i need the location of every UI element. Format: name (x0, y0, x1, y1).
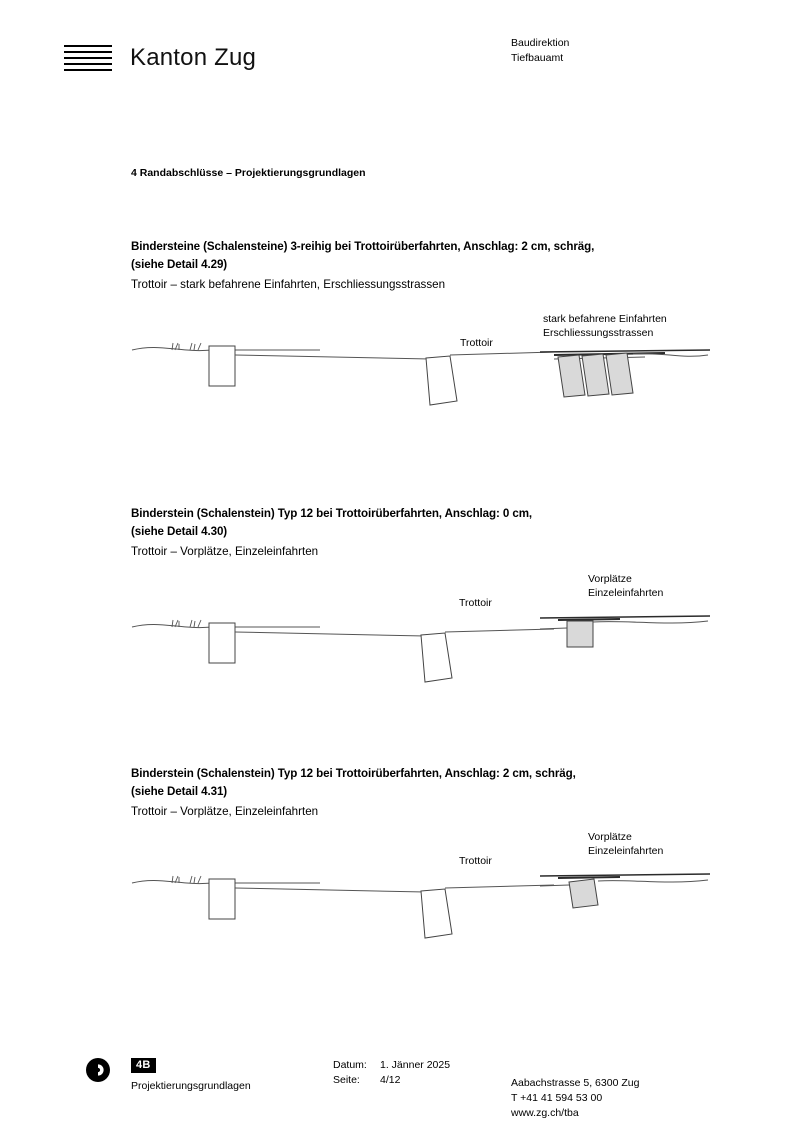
footer-contact (511, 1076, 639, 1121)
footer-badge: 4B (131, 1058, 156, 1073)
section-2-diagram (120, 600, 720, 720)
section-1-subtitle: Trottoir – stark befahrene Einfahrten, Erschliessungsstrassen (131, 278, 446, 291)
section-1-title-line-1: Bindersteine (Schalensteine) 3-reihig bei Trottoirüberfahrten, Anschlag: 2 cm, schräg, (131, 240, 595, 253)
footer-page-value: 4/12 (380, 1074, 401, 1086)
section-3-heading (131, 765, 731, 821)
logo-text: Kanton Zug (130, 44, 257, 71)
section-1-title-line-2: (siehe Detail 4.29) (131, 258, 228, 271)
department-block (511, 36, 569, 66)
section-1-label-right-line-1: stark befahrene Einfahrten (543, 313, 667, 325)
department-line-2: Tiefbauamt (511, 52, 564, 64)
section-3-label-right-line-1: Vorplätze (588, 831, 632, 843)
section-2-title-line-1: Binderstein (Schalenstein) Typ 12 bei Trottoirüberfahrten, Anschlag: 0 cm, (131, 507, 533, 520)
footer-phone: T +41 41 594 53 00 (511, 1092, 603, 1104)
section-2-label-trottoir: Trottoir (459, 597, 492, 609)
footer-page-label: Seite: (333, 1074, 360, 1086)
footer-address: Aabachstrasse 5, 6300 Zug (511, 1077, 640, 1089)
section-1-label-trottoir: Trottoir (460, 337, 493, 349)
section-2-label-right-line-1: Vorplätze (588, 573, 632, 585)
section-3-title-line-1: Binderstein (Schalenstein) Typ 12 bei Trottoirüberfahrten, Anschlag: 2 cm, schräg, (131, 767, 576, 780)
brand-logo (64, 44, 256, 72)
footer-meta (333, 1058, 450, 1088)
footer-date-value: 1. Jänner 2025 (380, 1059, 451, 1071)
accessibility-icon (86, 1058, 110, 1082)
section-2-label-right-line-2: Einzeleinfahrten (588, 587, 664, 599)
section-3-diagram (120, 860, 720, 980)
section-2-title-line-2: (siehe Detail 4.30) (131, 525, 228, 538)
section-3-label-trottoir: Trottoir (459, 855, 492, 867)
footer-badge-subtitle: Projektierungsgrundlagen (131, 1080, 251, 1092)
section-1-heading (131, 238, 731, 294)
footer-date-label: Datum: (333, 1059, 367, 1071)
kanton-zug-logo-icon (64, 45, 112, 71)
department-line-1: Baudirektion (511, 37, 570, 49)
section-3-label-right-line-2: Einzeleinfahrten (588, 845, 664, 857)
page-footer (0, 1040, 794, 1120)
chapter-title: 4 Randabschlüsse – Projektierungsgrundlagen (131, 167, 366, 179)
section-1-diagram (120, 333, 720, 453)
section-3-title-line-2: (siehe Detail 4.31) (131, 785, 228, 798)
footer-website[interactable]: www.zg.ch/tba (511, 1107, 579, 1119)
section-3-subtitle: Trottoir – Vorplätze, Einzeleinfahrten (131, 805, 319, 818)
section-2-heading (131, 505, 731, 561)
section-1-label-right-line-2: Erschliessungsstrassen (543, 327, 654, 339)
section-2-subtitle: Trottoir – Vorplätze, Einzeleinfahrten (131, 545, 319, 558)
